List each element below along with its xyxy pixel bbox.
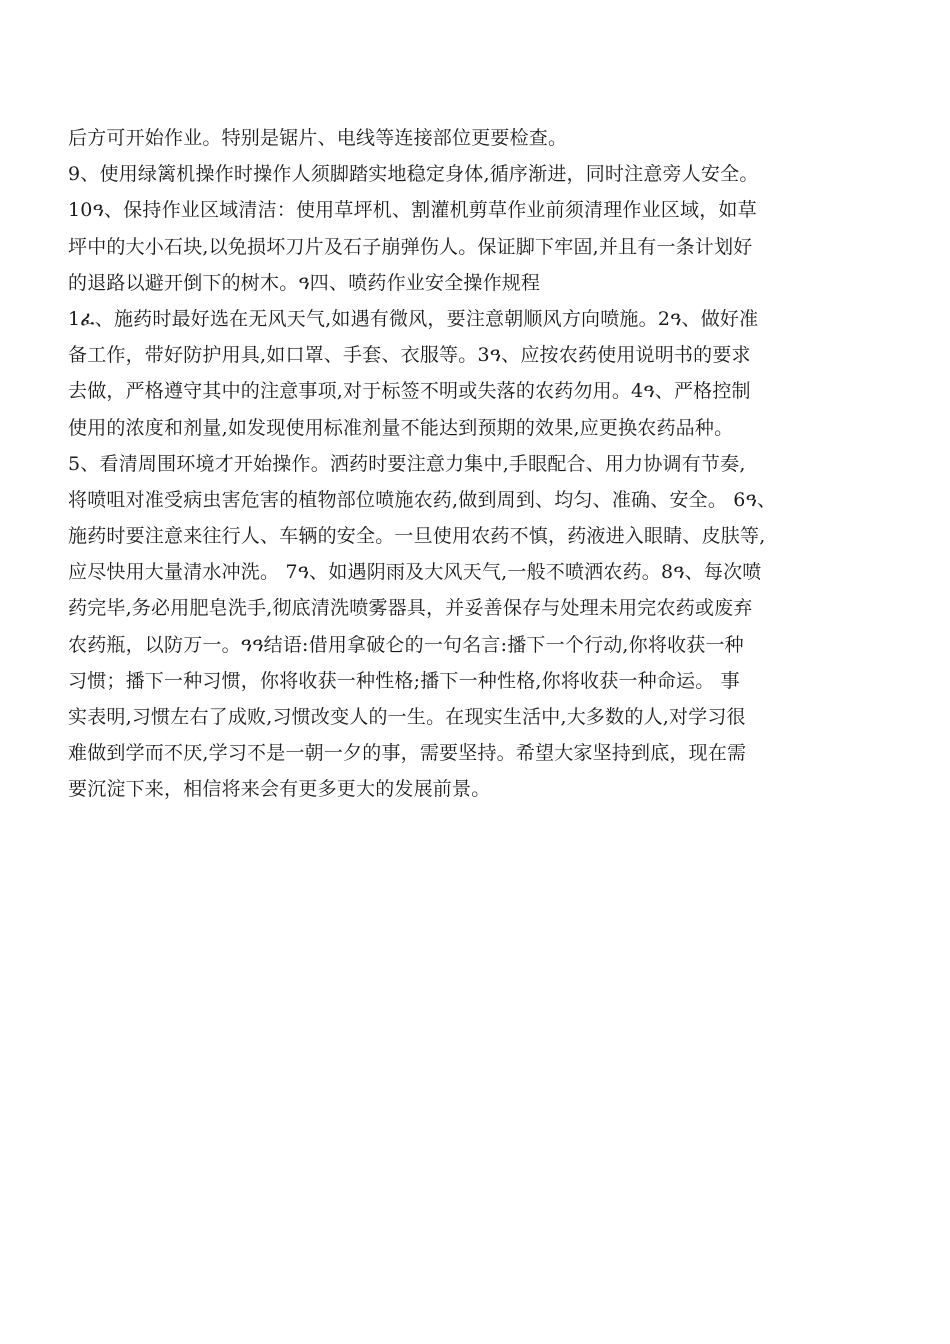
text-line: 习惯；播下一种习惯，你将收获一种性格;播下一种性格,你将收获一种命运。 事 [68,669,740,692]
text-line: 后方可开始作业。特别是锯片、电线等连接部位更要检查。 [68,127,568,149]
text-line: 使用的浓度和剂量,如发现使用标准剂量不能达到预期的效果,应更换农药品种。 [68,416,734,439]
text-line: 药完毕,务必用肥皂洗手,彻底清洗喷雾器具，并妥善保存与处理未用完农药或废弃 [68,597,753,620]
text-line: 去做，严格遵守其中的注意事项,对于标签不明或失落的农药勿用。4ዓ、严格控制 [68,380,751,403]
text-line: 应尽快用大量清水冲洗。 7ዓ、如遇阴雨及大风天气,一般不喷洒农药。8ዓ、每次喷 [68,561,762,584]
text-line: 坪中的大小石块,以免损坏刀片及石子崩弹伤人。保证脚下牢固,并且有一条计划好 [68,235,753,258]
body-text [68,120,898,808]
text-line: 要沉淀下来，相信将来会有更多更大的发展前景。 [68,778,491,801]
text-line: 实表明,习惯左右了成败,习惯改变人的一生。在现实生活中,大多数的人,对学习很 [68,706,746,728]
text-line: 5、看清周围环境才开始操作。洒药时要注意力集中,手眼配合、用力协调有节奏, [68,452,746,475]
text-line: 农药瓶，以防万一。ዓዓ结语:借用拿破仑的一句名言:播下一个行动,你将收获一种 [68,633,744,656]
text-line: 的退路以避开倒下的树木。ዓ四、喷药作业安全操作规程 [68,271,541,294]
text-line: 施药时要注意来往行人、车辆的安全。一旦使用农药不慎，药液进入眼睛、皮肤等, [68,525,766,548]
text-line: 将喷咀对准受病虫害危害的植物部位喷施农药,做到周到、均匀、准确、安全。 6ዓ、 [68,488,777,511]
text-line: 9、使用绿篱机操作时操作人须脚踏实地稳定身体,循序渐进，同时注意旁人安全。 [68,163,759,186]
text-line: 备工作，带好防护用具,如口罩、手套、衣服等。3ዓ、应按农药使用说明书的要求 [68,344,751,367]
text-line: 难做到学而不厌,学习不是一朝一夕的事，需要坚持。希望大家坚持到底，现在需 [68,742,747,765]
text-line: 1ፈ、施药时最好选在无风天气,如遇有微风，要注意朝顺风方向喷施。2ዓ、做好准 [68,307,759,330]
text-line: 10ዓ、保持作业区域清洁：使用草坪机、割灌机剪草作业前须清理作业区域，如草 [68,199,757,222]
